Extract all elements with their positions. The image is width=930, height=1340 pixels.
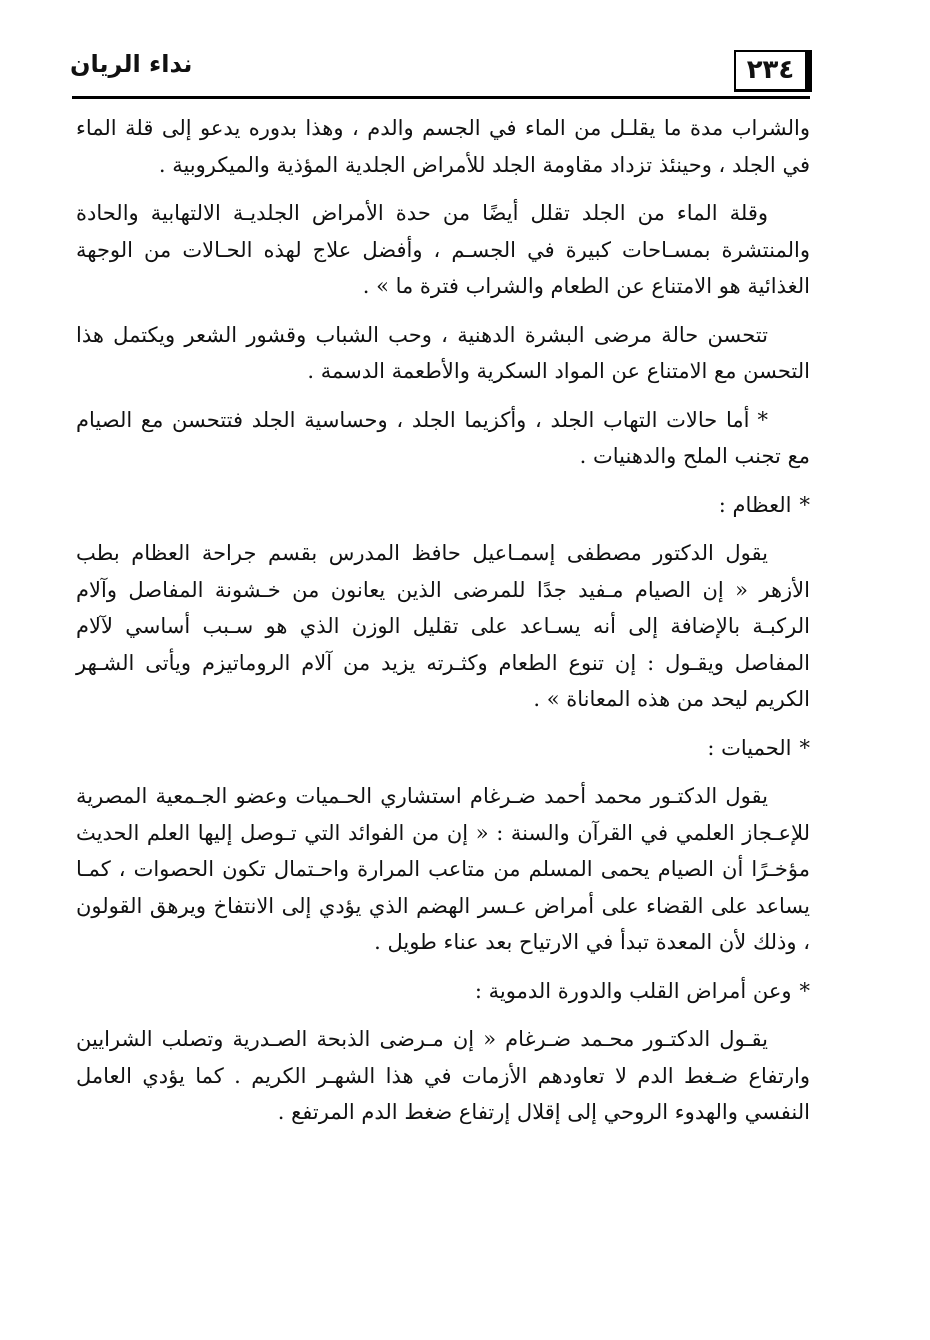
heading-fevers xyxy=(76,730,810,767)
heading-heart xyxy=(76,973,810,1010)
paragraph-1: والشراب مدة ما يقلـل من الماء في الجسم والدم ، وهذا بدوره يدعو إلى قلة الماء في الجلد ، وحينئذ تزداد مقاومة الجلد للأمراض الجلدية المؤذية والميكروبية . xyxy=(76,116,810,177)
bullet-mark: * xyxy=(799,978,810,1003)
header-rule xyxy=(72,96,810,99)
paragraph-4 xyxy=(76,402,810,475)
bullet-mark: * xyxy=(757,407,768,432)
bullet-mark: * xyxy=(799,492,810,517)
paragraph-4-text: أما حالات التهاب الجلد ، وأكزيما الجلد ، وحساسية الجلد فتتحسن مع الصيام مع تجنب الملح والدهنيات . xyxy=(76,407,810,468)
paragraph-7: يقـول الدكتـور محـمد ضـرغام « إن مـرضى الذبحة الصـدرية وتصلب الشرايين وارتفاع ضـغط الدم لا تعاودهم الأزمات في هذا الشهـر الكريم . كما يؤدي العامل النفسي والهدوء الروحي إلى إقلال إرتفاع ضغط الدم المرتفع . xyxy=(76,1027,810,1124)
page-header xyxy=(70,44,810,104)
book-title: نداء الريان xyxy=(70,50,193,78)
heading-bones xyxy=(76,487,810,524)
paragraph-2: وقلة الماء من الجلد تقلل أيضًا من حدة الأمراض الجلديـة الالتهابية والحادة والمنتشرة بمسـاحات كبيرة في الجسـم ، وأفضل علاج لهذه الحـالات من الوجهة الغذائية هو الامتناع عن الطعام والشراب فترة ما » . xyxy=(76,201,810,298)
heading-fevers-text: الحميات : xyxy=(707,735,792,760)
heading-bones-text: العظام : xyxy=(718,492,792,517)
page-body xyxy=(76,110,810,1143)
page-number: ٢٣٤ xyxy=(734,50,812,92)
bullet-mark: * xyxy=(799,735,810,760)
paragraph-3: تتحسن حالة مرضى البشرة الدهنية ، وحب الشباب وقشور الشعر ويكتمل هذا التحسن مع الامتناع عن المواد السكرية والأطعمة الدسمة . xyxy=(76,322,810,383)
paragraph-6: يقول الدكتـور محمد أحمد ضـرغام استشاري الحـميات وعضو الجـمعية المصرية للإعـجاز العلمي في القرآن والسنة : « إن من الفوائد التي تـوصل إليها العلم الحديث مؤخـرًا أن الصيام يحمى المسلم من متاعب المرارة واحـتمال تكون الحصوات ، كمـا يساعد على القضاء على أمراض عـسر الهضم الذي يؤدي إلى الانتفاخ ويرهق القولون ، وذلك لأن المعدة تبدأ في الارتياح بعد عناء طويل . xyxy=(76,784,810,954)
paragraph-5: يقول الدكتور مصطفى إسمـاعيل حافظ المدرس بقسم جراحة العظام بطب الأزهر « إن الصيام مـفيد جدًا للمرضى الذين يعانون من خـشونة المفاصل وآلام الركبـة بالإضافة إلى أنه يسـاعد على تقليل الوزن الذي هو سـبب أساسي لآلام المفاصل ويقـول : إن تنوع الطعام وكثـرته يزيد من آلام الروماتيزم ويأتى الشـهر الكريم ليحد من هذه المعاناة » . xyxy=(76,541,810,711)
heading-heart-text: وعن أمراض القلب والدورة الدموية : xyxy=(474,978,792,1003)
